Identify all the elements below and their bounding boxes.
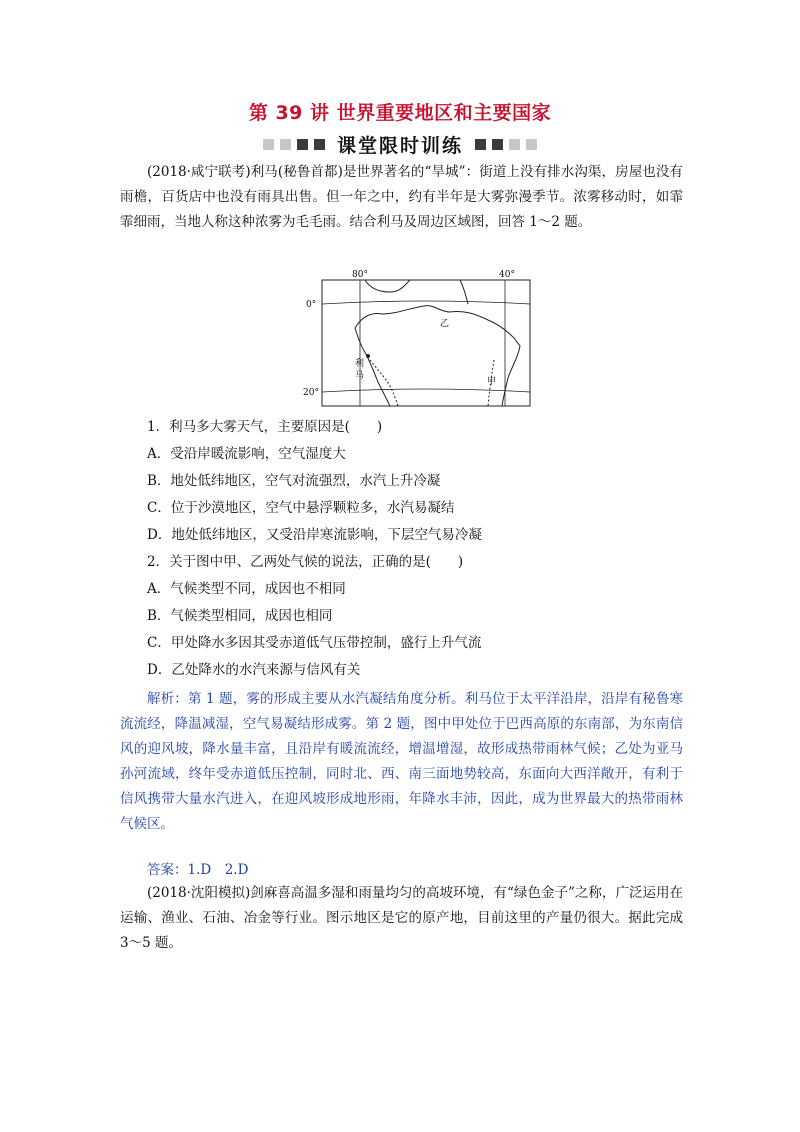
parallel-0 (322, 301, 530, 304)
decor-square-icon (475, 139, 486, 150)
decor-square-icon (280, 139, 291, 150)
question-1-option-a: A．受沿岸暖流影响，空气湿度大 (147, 446, 346, 462)
question-2-option-a: A．气候类型不同，成因也不相同 (147, 581, 346, 597)
decor-square-icon (492, 139, 503, 150)
question-2-option-d: D．乙处降水的水汽来源与信风有关 (147, 662, 361, 678)
region-map-svg (300, 268, 534, 412)
decor-square-icon (526, 139, 537, 150)
label-ma: 马 (355, 371, 365, 381)
question-2-stem: 2．关于图中甲、乙两处气候的说法，正确的是( ) (147, 554, 464, 570)
label-jia: 甲 (487, 377, 497, 387)
decor-square-icon (297, 139, 308, 150)
current-line-west (370, 360, 398, 406)
lima-point (366, 354, 370, 358)
section-title: 课堂限时训练 (336, 135, 463, 157)
question-1-option-d: D．地处低纬地区，又受沿岸寒流影响，下层空气易冷凝 (147, 527, 482, 543)
section-header (0, 131, 800, 158)
coastline-northeast (460, 280, 468, 304)
parallel-20 (322, 389, 530, 392)
label-yi: 乙 (440, 319, 450, 329)
question-1-stem: 1．利马多大雾天气，主要原因是( ) (147, 419, 383, 435)
lesson-title: 第 39 讲 世界重要地区和主要国家 (248, 102, 552, 124)
question-1-option-c: C．位于沙漠地区，空气中悬浮颗粒多，水汽易凝结 (147, 500, 455, 516)
map-frame (322, 280, 530, 406)
label-0-deg: 0° (306, 300, 317, 310)
answer-line: 答案：1.D 2.D (147, 862, 249, 878)
region-map (300, 268, 534, 412)
label-li: 利 (355, 359, 365, 369)
coastline-north (365, 280, 410, 292)
label-80-deg: 80° (352, 270, 368, 280)
question-1-option-b: B．地处低纬地区，空气对流强烈，水汽上升冷凝 (147, 473, 441, 489)
coastline-east (355, 306, 520, 406)
analysis-paragraph: 解析：第 1 题，雾的形成主要从水汽凝结角度分析。利马位于太平洋沿岸，沿岸有秘鲁寒流流经，降温减湿，空气易凝结形成雾。第 2 题，图中甲处位于巴西高原的东南部，为东南信风的迎风坡，降水量丰富，且沿岸有暖流流经，增温增湿，故形成热带雨林气候；乙处为亚马孙河流域，终年受赤道低压控制，同时北、西、南三面地势较高，东面向大西洋敞开，有利于信风携带大量水汽进入，在迎风坡形成地形雨，年降水丰沛，因此，成为世界最大的热带雨林气候区。 (120, 691, 683, 832)
intro-paragraph-1: (2018·咸宁联考)利马(秘鲁首都)是世界著名的“旱城”：街道上没有排水沟渠，房屋也没有雨檐，百货店中也没有雨具出售。但一年之中，约有半年是大雾弥漫季节。浓雾移动时，如霏霏细雨，当地人称这种浓雾为毛毛雨。结合利马及周边区域图，回答 1～2 题。 (120, 164, 683, 230)
intro-paragraph-2: (2018·沈阳模拟)剑麻喜高温多湿和雨量均匀的高坡环境，有“绿色金子”之称，广泛运用在运输、渔业、石油、冶金等行业。图示地区是它的原产地，目前这里的产量仍很大。据此完成 3～5 题。 (120, 885, 683, 951)
decor-square-icon (263, 139, 274, 150)
question-2-option-c: C．甲处降水多因其受赤道低气压带控制，盛行上升气流 (147, 635, 482, 651)
decor-square-icon (314, 139, 325, 150)
question-2-option-b: B．气候类型相同，成因也相同 (147, 608, 333, 624)
decor-square-icon (509, 139, 520, 150)
label-40-deg: 40° (499, 270, 515, 280)
label-20-deg: 20° (303, 388, 319, 398)
